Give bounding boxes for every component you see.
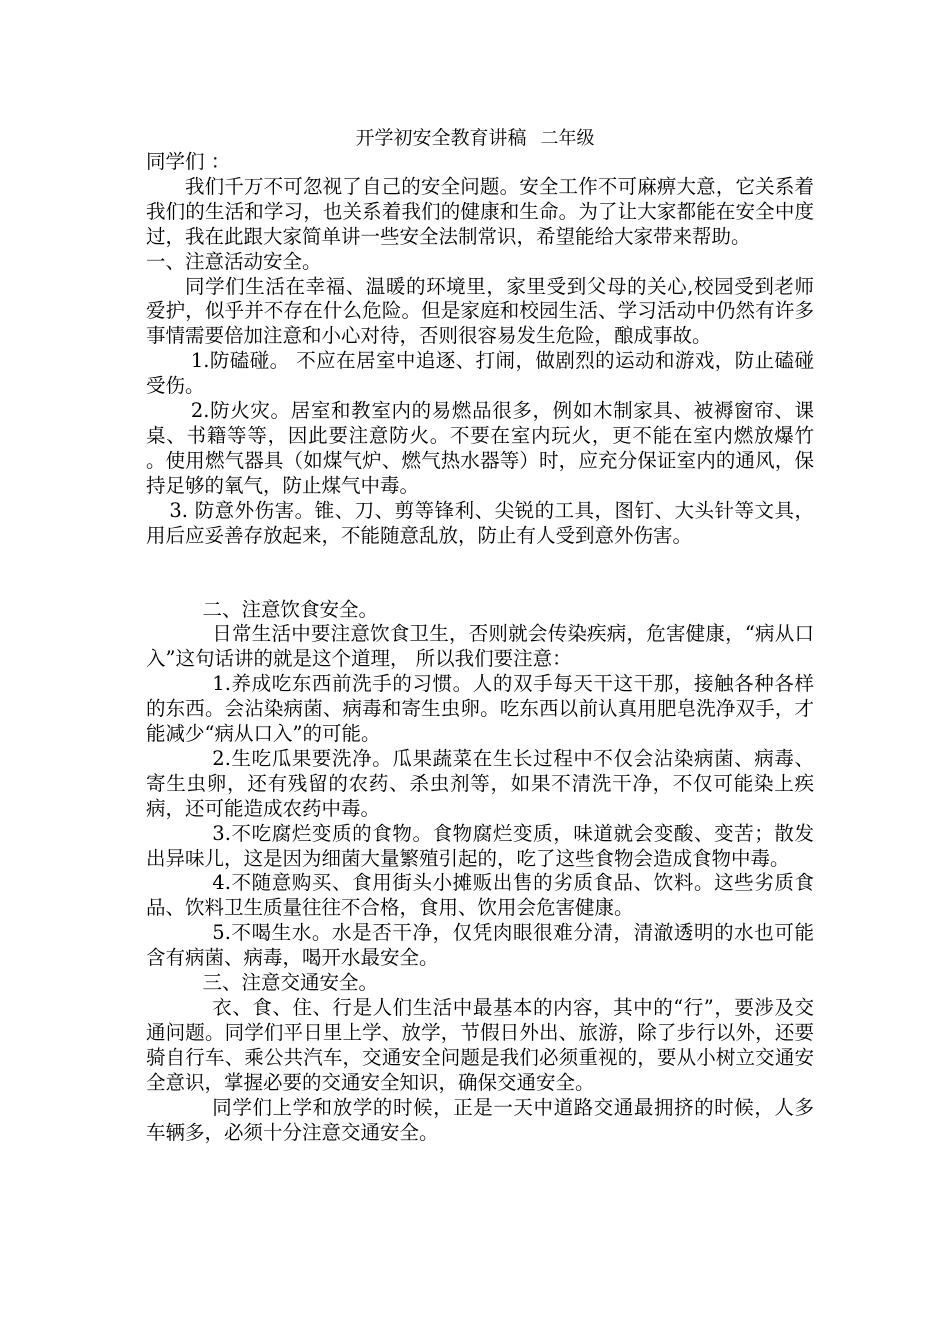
section1-item-2: 2.防火灾。居室和教室内的易燃品很多，例如木制家具、被褥窗帘、课桌、书籍等等，因此要注意防火。不要在室内玩火，更不能在室内燃放爆竹 。使用燃气器具（如煤气炉、燃气热水器等）时，应充分保证室内的通风，保持足够的氧气，防止煤气中毒。 — [146, 399, 814, 497]
section1-item-1: 1.防磕碰。 不应在居室中追逐、打闹，做剧烈的运动和游戏，防止磕碰受伤。 — [146, 349, 814, 398]
spacer — [146, 549, 814, 598]
title-grade: 二年级 — [540, 128, 595, 149]
section3-paragraph-2: 同学们上学和放学的时候，正是一天中道路交通最拥挤的时候，人多车辆多，必须十分注意交通安全。 — [146, 1095, 814, 1144]
intro-paragraph: 我们千万不可忽视了自己的安全问题。安全工作不可麻痹大意，它关系着我们的生活和学习，也关系着我们的健康和生命。为了让大家都能在安全中度过，我在此跟大家简单讲一些安全法制常识，希望能给大家带来帮助。 — [146, 174, 814, 248]
document-body — [146, 150, 814, 1145]
greeting: 同学们 ： — [146, 150, 231, 173]
section3-paragraph-1: 衣、食、住、行是人们生活中最基本的内容，其中的“行”，要涉及交通问题。同学们平日里上学、放学，节假日外出、旅游，除了步行以外，还要骑自行车、乘公共汽车，交通安全问题是我们必须重视的，要从小树立交通安全意识，掌握必要的交通安全知识，确保交通安全。 — [146, 996, 814, 1094]
section3-heading: 三、注意交通安全。 — [202, 971, 379, 995]
section2-heading: 二、注意饮食安全。 — [202, 597, 379, 621]
section1-item-3: 3. 防意外伤害。锥、刀、剪等锋利、尖锐的工具，图钉、大头针等文具，用后应妥善存放起来，不能随意乱放，防止有人受到意外伤害。 — [146, 498, 814, 547]
title-text: 开学初安全教育讲稿 — [355, 127, 527, 149]
section1-heading: 一、注意活动安全。 — [146, 249, 322, 273]
section2-item-5: 5.不喝生水。水是否干净，仅凭肉眼很难分清，清澈透明的水也可能含有病菌、病毒，喝开水最安全。 — [146, 921, 814, 970]
section2-item-1: 1.养成吃东西前洗手的习惯。人的双手每天干这干那，接触各种各样的东西。会沾染病菌、病毒和寄生虫卵。吃东西以前认真用肥皂洗净双手，才能减少“病从口入”的可能。 — [146, 672, 814, 746]
document-title — [0, 126, 950, 151]
section2-item-4: 4.不随意购买、食用街头小摊贩出售的劣质食品、饮料。这些劣质食品、饮料卫生质量往往不合格，食用、饮用会危害健康。 — [146, 871, 814, 920]
section1-intro: 同学们生活在幸福、温暖的环境里，家里受到父母的关心,校园受到老师爱护，似乎并不存在什么危险。但是家庭和校园生活、学习活动中仍然有许多事情需要倍加注意和小心对待，否则很容易发生危险，酿成事故。 — [146, 274, 814, 348]
section2-intro: 日常生活中要注意饮食卫生，否则就会传染疾病，危害健康，“病从口入”这句话讲的就是这个道理， 所以我们要注意： — [146, 622, 814, 671]
section2-item-2: 2.生吃瓜果要洗净。瓜果蔬菜在生长过程中不仅会沾染病菌、病毒、寄生虫卵，还有残留的农药、杀虫剂等，如果不清洗干净，不仅可能染上疾病，还可能造成农药中毒。 — [146, 746, 814, 820]
section2-item-3: 3.不吃腐烂变质的食物。食物腐烂变质，味道就会变酸、变苦；散发出异味儿，这是因为细菌大量繁殖引起的，吃了这些食物会造成食物中毒。 — [146, 821, 814, 870]
